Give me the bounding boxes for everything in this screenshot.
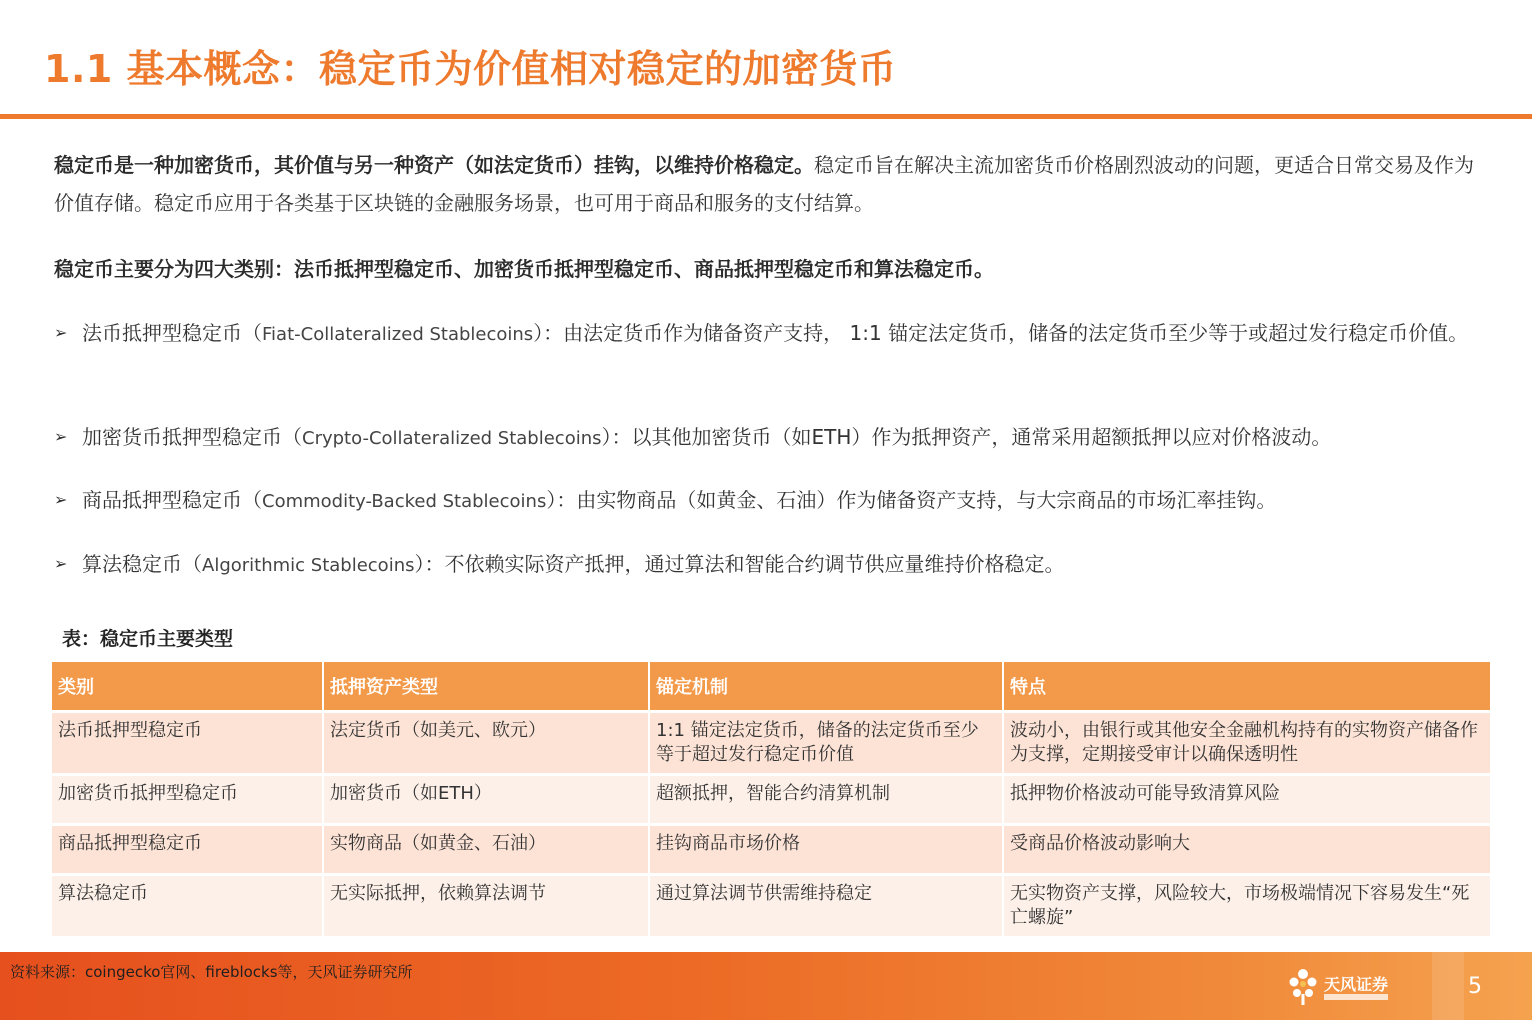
bullet-description: ）：由实物商品（如黄金、石油）作为储备资产支持，与大宗商品的市场汇率挂钩。 bbox=[546, 488, 1277, 512]
categories-summary-text: 稳定币主要分为四大类别：法币抵押型稳定币、加密货币抵押型稳定币、商品抵押型稳定币和算法稳定币。 bbox=[54, 257, 994, 281]
intro-paragraph bbox=[54, 146, 1484, 222]
table-row bbox=[51, 825, 1491, 875]
table-cell: 商品抵押型稳定币 bbox=[51, 825, 323, 875]
table-cell: 抵押物价格波动可能导致清算风险 bbox=[1003, 775, 1491, 825]
page-number-backdrop bbox=[1432, 952, 1464, 1020]
bullet-english-name: Fiat-Collateralized Stablecoins bbox=[262, 324, 534, 345]
source-note: 资料来源：coingecko官网、fireblocks等，天风证券研究所 bbox=[10, 963, 413, 981]
page-title: 1.1 基本概念：稳定币为价值相对稳定的加密货币 bbox=[44, 47, 897, 91]
table-cell: 通过算法调节供需维持稳定 bbox=[649, 875, 1003, 937]
logo-tagline-bar bbox=[1324, 994, 1388, 1000]
table-cell: 加密货币（如ETH） bbox=[323, 775, 649, 825]
bullet-name: 加密货币抵押型稳定币（ bbox=[82, 425, 302, 449]
table-header-cell: 抵押资产类型 bbox=[323, 662, 649, 712]
table-row bbox=[51, 775, 1491, 825]
table-cell: 无实际抵押，依赖算法调节 bbox=[323, 875, 649, 937]
stablecoin-types-table bbox=[50, 662, 1492, 936]
bullet-fiat bbox=[54, 314, 1484, 354]
bullet-name: 算法稳定币（ bbox=[82, 552, 202, 576]
bullet-description: ）：不依赖实际资产抵押，通过算法和智能合约调节供应量维持价格稳定。 bbox=[414, 552, 1065, 576]
arrow-bullet-icon: ➢ bbox=[54, 554, 68, 573]
categories-summary bbox=[54, 250, 1484, 288]
bullet-name: 商品抵押型稳定币（ bbox=[82, 488, 262, 512]
logo-text: 天风证券 bbox=[1324, 975, 1389, 994]
table-header-cell: 类别 bbox=[51, 662, 323, 712]
bullet-description: ）：由法定货币作为储备资产支持， 1:1 锚定法定货币，储备的法定货币至少等于或超过发行稳定币价值。 bbox=[533, 321, 1469, 345]
table-cell: 算法稳定币 bbox=[51, 875, 323, 937]
company-logo bbox=[1286, 966, 1396, 1010]
bullet-english-name: Algorithmic Stablecoins bbox=[202, 555, 415, 576]
table-row bbox=[51, 875, 1491, 937]
footer-bar bbox=[0, 952, 1532, 1020]
table-header-row bbox=[51, 662, 1491, 712]
bullet-commodity bbox=[54, 481, 1484, 521]
bullet-name: 法币抵押型稳定币（ bbox=[82, 321, 262, 345]
table-cell: 法币抵押型稳定币 bbox=[51, 712, 323, 775]
table-cell: 超额抵押，智能合约清算机制 bbox=[649, 775, 1003, 825]
bullet-crypto bbox=[54, 418, 1484, 458]
table-cell: 加密货币抵押型稳定币 bbox=[51, 775, 323, 825]
title-divider bbox=[0, 114, 1532, 119]
table-cell: 实物商品（如黄金、石油） bbox=[323, 825, 649, 875]
table-cell: 受商品价格波动影响大 bbox=[1003, 825, 1491, 875]
bullet-english-name: Crypto-Collateralized Stablecoins bbox=[302, 428, 602, 449]
page-number: 5 bbox=[1468, 974, 1482, 999]
intro-text: 稳定币旨在解决主流加密货币价格剧烈波动的问题，更适合日常交易及作为价值存储。稳定币应用于各类基于区块链的金融服务场景，也可用于商品和服务的支付结算。 bbox=[54, 153, 1474, 215]
bullet-algorithmic bbox=[54, 545, 1484, 585]
table-cell: 挂钩商品市场价格 bbox=[649, 825, 1003, 875]
table-cell: 波动小，由银行或其他安全金融机构持有的实物资产储备作为支撑，定期接受审计以确保透明性 bbox=[1003, 712, 1491, 775]
table-caption: 表：稳定币主要类型 bbox=[62, 628, 234, 650]
table-cell: 1:1 锚定法定货币，储备的法定货币至少等于超过发行稳定币价值 bbox=[649, 712, 1003, 775]
table-cell: 无实物资产支撑，风险较大，市场极端情况下容易发生“死亡螺旋” bbox=[1003, 875, 1491, 937]
flower-logo-icon bbox=[1286, 966, 1320, 1006]
table-header-cell: 特点 bbox=[1003, 662, 1491, 712]
arrow-bullet-icon: ➢ bbox=[54, 490, 68, 509]
table-row bbox=[51, 712, 1491, 775]
intro-bold-text: 稳定币是一种加密货币，其价值与另一种资产（如法定货币）挂钩，以维持价格稳定。 bbox=[54, 153, 814, 177]
arrow-bullet-icon: ➢ bbox=[54, 427, 68, 446]
bullet-english-name: Commodity-Backed Stablecoins bbox=[262, 491, 547, 512]
bullet-description: ）：以其他加密货币（如ETH）作为抵押资产，通常采用超额抵押以应对价格波动。 bbox=[601, 425, 1332, 449]
arrow-bullet-icon: ➢ bbox=[54, 323, 68, 342]
table-header-cell: 锚定机制 bbox=[649, 662, 1003, 712]
table-cell: 法定货币（如美元、欧元） bbox=[323, 712, 649, 775]
